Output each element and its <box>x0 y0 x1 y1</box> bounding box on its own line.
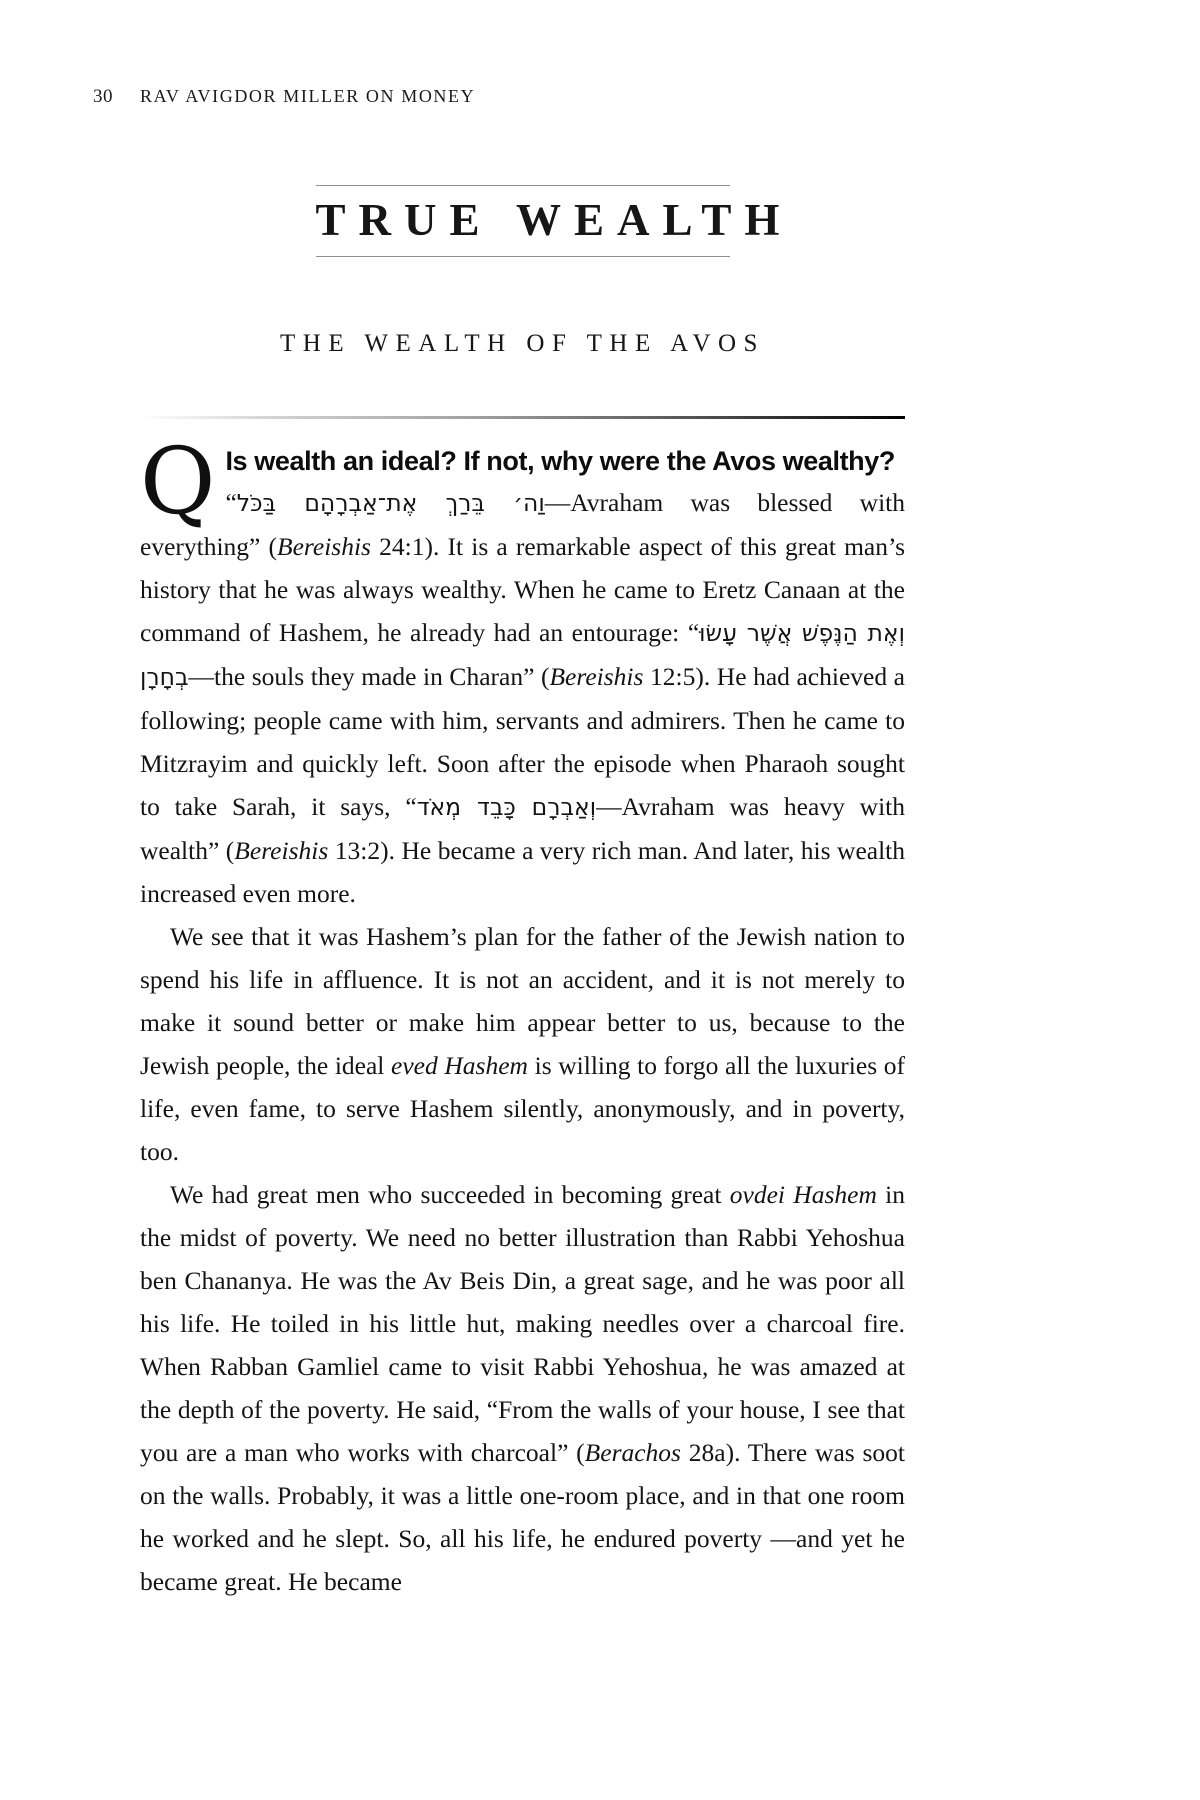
running-head-title: RAV AVIGDOR MILLER ON MONEY <box>140 86 476 106</box>
italic-citation: Bereishis <box>234 836 329 865</box>
text-run: —the souls they made in Charan” ( <box>188 662 550 691</box>
body-paragraphs <box>140 481 905 1603</box>
hebrew-phrase: וְאֶת הַנֶּפֶשׁ אֲשֶׁר עָשׂוּ בְחָרָן <box>140 619 905 691</box>
question-answer-block <box>140 428 906 1603</box>
section-title: THE WEALTH OF THE AVOS <box>280 330 765 357</box>
italic-citation: eved Hashem <box>391 1051 528 1080</box>
italic-citation: Bereishis <box>277 532 371 561</box>
text-run: 28a). There was soot on the walls. Probably, it was a little one-room place, and in that one room he worked and he slept. So, all his life, he endured poverty —and yet he became great. He became <box>140 1438 905 1596</box>
running-head <box>93 86 1200 107</box>
paragraph <box>140 481 905 915</box>
text-run: is willing to forgo all the luxuries of life, even fame, to serve Hashem silently, anonymously, and in poverty, too. <box>140 1051 905 1166</box>
chapter-title: TRUE WEALTH <box>315 195 793 245</box>
text-run: “ <box>225 488 237 517</box>
hebrew-phrase: וְאַבְרָם כָּבֵד מְאֹד <box>416 793 597 821</box>
text-run: 12:5). He had achieved a following; people came with him, servants and admirers. Then he came to Mitzrayim and quickly left. Soon after the episode when Pharaoh sought to take Sarah, it says, “ <box>140 662 905 821</box>
text-column <box>140 185 905 1603</box>
text-run: We had great men who succeeded in becoming great <box>170 1180 730 1209</box>
text-run: We see that it was Hashem’s plan for the father of the Jewish nation to spend his life in affluence. It is not an accident, and it is not merely to make it sound better or make him appear better to us, because to the Jewish people, the ideal <box>140 922 905 1080</box>
section-divider-rule <box>140 416 905 419</box>
italic-citation: Berachos <box>584 1438 681 1467</box>
text-run: 13:2). He became a very rich man. And later, his wealth increased even more. <box>140 836 906 908</box>
page-number: 30 <box>93 86 113 107</box>
text-run: 24:1). It is a remarkable aspect of this great man’s history that he was always wealthy. When he came to Eretz Canaan at the command of Hashem, he already had an entourage: “ <box>140 532 905 647</box>
text-run: —Avraham was heavy with wealth” ( <box>140 792 905 865</box>
paragraph <box>140 915 905 1173</box>
question-text: Is wealth an ideal? If not, why were the Avos wealthy? <box>225 446 895 476</box>
italic-citation: Bereishis <box>549 662 644 691</box>
text-run: —Avraham was blessed with everything” ( <box>140 488 905 561</box>
hebrew-phrase: וַה׳ בֵּרַךְ אֶת־אַבְרָהָם בַּכֹּל <box>236 489 545 517</box>
paragraph <box>140 1173 905 1603</box>
text-run: in the midst of poverty. We need no better illustration than Rabbi Yehoshua ben Chananya. He was the Av Beis Din, a great sage, and he was poor all his life. He toiled in his little hut, making needles over a charcoal fire. When Rabban Gamliel came to visit Rabbi Yehoshua, he was amazed at the depth of the poverty. He said, “From the walls of your house, I see that you are a man who works with charcoal” ( <box>140 1180 905 1467</box>
dropcap-q: Q <box>140 428 216 535</box>
italic-citation: ovdei Hashem <box>729 1180 877 1209</box>
chapter-title-block <box>315 185 793 257</box>
